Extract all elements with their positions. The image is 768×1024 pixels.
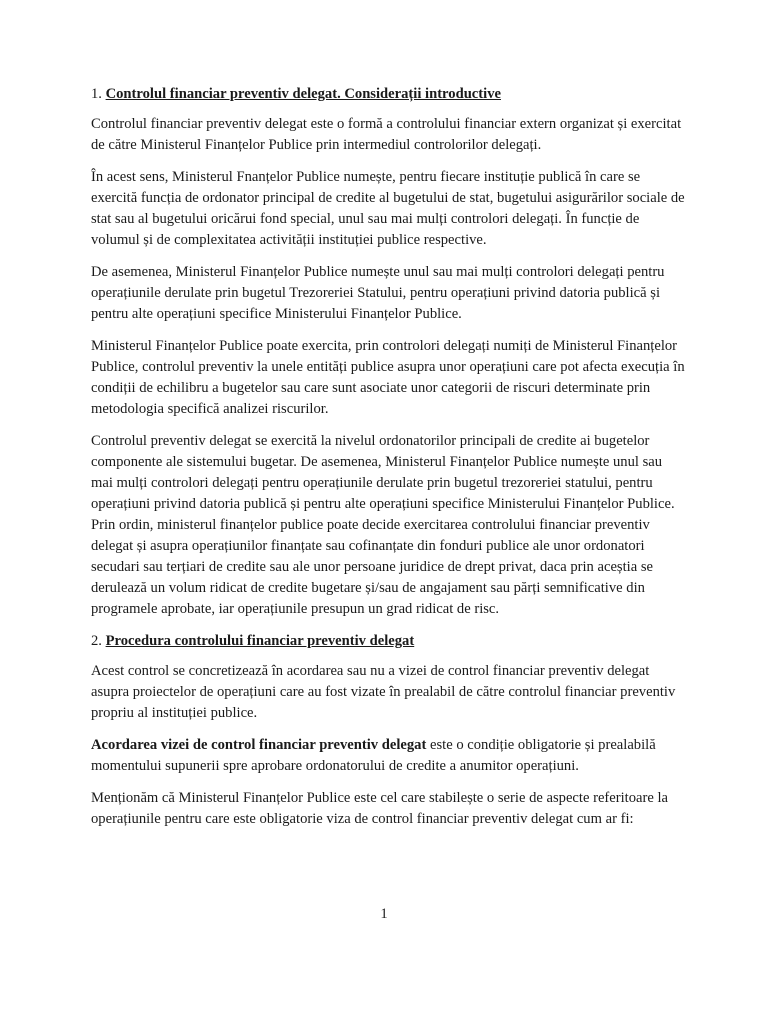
section-2-heading bbox=[91, 631, 685, 652]
paragraph: De asemenea, Ministerul Finanțelor Publice numește unul sau mai mulți controlori delegați pentru operațiunile derulate prin bugetul Trezoreriei Statului, pentru operațiuni privind datoria publică și pentru alte operațiuni specifice Ministerului Finanțelor Publice. bbox=[91, 264, 665, 322]
paragraph: În acest sens, Ministerul Fnanțelor Publice numește, pentru fiecare instituție publică în care se exercită funcția de ordonator principal de credite al bugetului de stat, bugetului asigurărilor sociale de stat sau al bugetului oricărui fond special, unul sau mai mulți controlori delegați. În funcție de volumul și de complexitatea activității instituției publice respective. bbox=[91, 169, 685, 248]
section-1-number: 1. bbox=[91, 86, 106, 102]
section-2-number: 2. bbox=[91, 633, 106, 649]
paragraph: Controlul financiar preventiv delegat este o formă a controlului financiar extern organizat și exercitat de către Ministerul Finanțelor Publice prin intermediul controlorilor delegați. bbox=[91, 116, 682, 153]
paragraph-rest-text: este o condiție obligatorie și prealabilă momentului supunerii spre aprobare ordonatorului de credite a anumitor operațiuni. bbox=[91, 737, 656, 774]
paragraph: Ministerul Finanțelor Publice poate exercita, prin controlori delegați numiți de Ministerul Finanțelor Publice, controlul preventiv la unele entități publice asupra unor operațiuni care pot afecta execuția în condiții de echilibru a bugetelor sau care sunt asociate unor categorii de riscuri determinate prin metodologia specifică analizei riscurilor. bbox=[91, 338, 685, 417]
section-1-heading bbox=[91, 84, 685, 105]
paragraph: Acest control se concretizează în acordarea sau nu a vizei de control financiar preventiv delegat asupra proiectelor de operațiuni care au fost vizate în prealabil de către controlul financiar preventiv propriu al instituției publice. bbox=[91, 663, 676, 721]
paragraph: Menționăm că Ministerul Finanțelor Publice este cel care stabilește o serie de aspecte referitoare la operațiunile pentru care este obligatorie viza de control financiar preventiv delegat cum ar fi: bbox=[91, 790, 669, 827]
section-1-title: Controlul financiar preventiv delegat. Considerații introductive bbox=[105, 86, 501, 102]
page-number: 1 bbox=[380, 906, 388, 922]
paragraph: Controlul preventiv delegat se exercită la nivelul ordonatorilor principali de credite ai bugetelor componente ale sistemului bugetar. De asemenea, Ministerul Finanțelor Publice numește unul sau mai mulți controlori delegați pentru operațiunile derulate prin bugetul trezoreriei statului, pentru operațiuni privind datoria publică și pentru alte operațiuni specifice Ministerului Finanțelor Publice. Prin ordin, ministerul finanțelor publice poate decide exercitarea controlului financiar preventiv delegat și asupra operațiunilor finanțate sau cofinanțate din fonduri publice ale unor ordonatori secudari sau terțiari de credite sau ale unor persoane juridice de drept privat, daca prin aceștia se derulează un volum ridicat de credite bugetare și/sau de angajament sau părți semnificative din programele aprobate, iar operațiunile presupun un grad ridicat de risc. bbox=[91, 433, 675, 617]
bold-lead-text: Acordarea vizei de control financiar preventiv delegat bbox=[91, 737, 427, 753]
paragraph-with-bold-lead bbox=[91, 735, 685, 777]
section-2-title: Procedura controlului financiar preventiv delegat bbox=[105, 633, 415, 649]
document-body bbox=[91, 84, 685, 841]
